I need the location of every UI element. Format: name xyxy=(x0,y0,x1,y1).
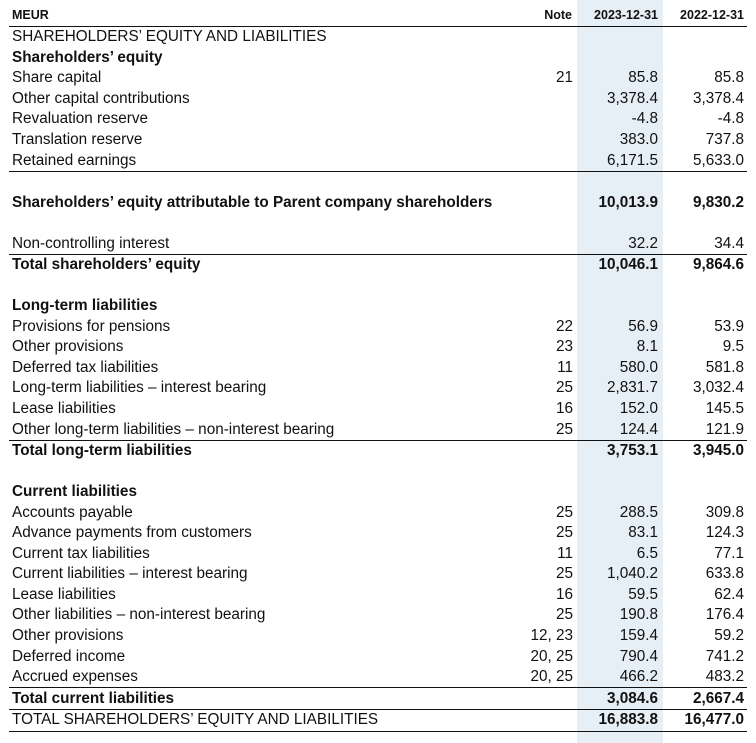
row-value-2022 xyxy=(661,275,747,296)
row-note xyxy=(509,482,575,503)
row-value-2022: 9,864.6 xyxy=(661,254,747,275)
row-label: Translation reserve xyxy=(12,131,143,148)
row-value-2022: 62.4 xyxy=(714,585,744,603)
row-value-2022: 5,633.0 xyxy=(692,151,744,169)
table-row xyxy=(9,646,747,667)
table-row xyxy=(9,523,747,544)
table-header-row xyxy=(9,4,747,27)
row-value-2022: 59.2 xyxy=(714,627,744,645)
row-note xyxy=(509,150,575,171)
row-note: 22 xyxy=(555,317,573,335)
row-value-2022: 741.2 xyxy=(705,647,744,665)
table-row xyxy=(9,337,747,358)
row-value-2023: 10,046.1 xyxy=(575,254,661,275)
section-title-row xyxy=(9,27,747,48)
row-value-2023: 32.2 xyxy=(628,234,658,252)
row-value-2023: 6.5 xyxy=(636,544,658,562)
row-label: Other provisions xyxy=(12,627,124,645)
row-label: Retained earnings xyxy=(12,151,137,169)
table-row xyxy=(9,68,747,89)
table-row xyxy=(9,317,747,338)
row-label: Current liabilities xyxy=(12,483,137,501)
row-note xyxy=(509,233,575,254)
row-note: 25 xyxy=(555,565,573,583)
row-note: 11 xyxy=(557,358,573,376)
table-row xyxy=(9,626,747,647)
row-value-2023: 190.8 xyxy=(619,606,658,624)
row-label: Non-controlling interest xyxy=(12,234,170,252)
row-label: Other provisions xyxy=(12,338,124,356)
row-value-2023: 3,753.1 xyxy=(575,440,661,461)
table-row xyxy=(9,109,747,130)
row-label: Deferred tax liabilities xyxy=(12,358,159,376)
row-label: Shareholders’ equity attributable to Parent company shareholders xyxy=(9,171,509,213)
row-note xyxy=(509,275,575,296)
row-note xyxy=(509,461,575,482)
balance-sheet-table xyxy=(9,4,747,732)
row-label: Total shareholders’ equity xyxy=(9,254,509,275)
total-row xyxy=(9,688,747,710)
subsection-title-row xyxy=(9,482,747,503)
row-value-2023: 2,831.7 xyxy=(606,379,658,397)
row-value-2023 xyxy=(575,461,661,482)
table-row xyxy=(9,378,747,399)
row-note: 23 xyxy=(555,338,573,356)
row-label: Lease liabilities xyxy=(12,400,116,418)
spacer-row xyxy=(9,275,747,296)
row-note xyxy=(509,89,575,110)
row-value-2022: 124.3 xyxy=(705,524,744,542)
row-value-2022 xyxy=(661,482,747,503)
row-value-2022: 9.5 xyxy=(722,338,744,356)
table-row xyxy=(9,399,747,420)
row-note xyxy=(509,254,575,275)
row-note xyxy=(509,27,575,48)
row-note: 12, 23 xyxy=(530,627,573,645)
row-label: Accounts payable xyxy=(12,503,133,521)
row-note xyxy=(509,130,575,151)
row-value-2023 xyxy=(575,482,661,503)
row-note xyxy=(509,440,575,461)
row-value-2022: 3,378.4 xyxy=(692,89,744,107)
row-label: Lease liabilities xyxy=(12,585,116,603)
table-row xyxy=(9,544,747,565)
spacer-row xyxy=(9,213,747,234)
row-note: 21 xyxy=(555,69,573,87)
row-note: 25 xyxy=(555,606,573,624)
subsection-title-row xyxy=(9,48,747,69)
row-value-2023: 83.1 xyxy=(628,524,658,542)
row-note: 20, 25 xyxy=(530,668,573,686)
row-value-2022: 737.8 xyxy=(705,131,744,148)
row-value-2022: 121.9 xyxy=(705,420,744,438)
unit-header: MEUR xyxy=(9,4,509,27)
row-note: 25 xyxy=(555,524,573,542)
row-label: Deferred income xyxy=(12,647,126,665)
table-row xyxy=(9,358,747,379)
row-value-2022 xyxy=(661,213,747,234)
row-value-2022: -4.8 xyxy=(717,110,744,128)
row-value-2023: -4.8 xyxy=(631,110,658,128)
row-value-2022 xyxy=(661,27,747,48)
row-value-2023 xyxy=(575,213,661,234)
row-note xyxy=(509,296,575,317)
row-label: Shareholders’ equity xyxy=(12,48,163,66)
spacer-row xyxy=(9,461,747,482)
row-note xyxy=(509,688,575,710)
year-2023-header: 2023-12-31 xyxy=(575,4,661,27)
row-value-2023 xyxy=(575,296,661,317)
row-label: SHAREHOLDERS’ EQUITY AND LIABILITIES xyxy=(12,28,327,46)
row-value-2023: 152.0 xyxy=(619,400,658,418)
row-value-2023: 85.8 xyxy=(628,69,658,87)
row-value-2023: 56.9 xyxy=(628,317,658,335)
row-value-2022: 2,667.4 xyxy=(661,688,747,710)
row-label: Long-term liabilities xyxy=(12,297,158,315)
table-row xyxy=(9,130,747,151)
row-value-2022: 176.4 xyxy=(705,606,744,624)
row-value-2022: 581.8 xyxy=(705,358,744,376)
row-value-2023: 288.5 xyxy=(619,503,658,521)
row-value-2022: 309.8 xyxy=(705,503,744,521)
row-note xyxy=(509,109,575,130)
row-value-2023 xyxy=(575,275,661,296)
row-value-2022 xyxy=(661,296,747,317)
table-row xyxy=(9,585,747,606)
row-note xyxy=(509,171,575,213)
row-note: 25 xyxy=(555,379,573,397)
row-value-2023 xyxy=(575,48,661,69)
table-row xyxy=(9,419,747,440)
table-row xyxy=(9,564,747,585)
row-note xyxy=(509,213,575,234)
row-label: Total long-term liabilities xyxy=(9,440,509,461)
row-value-2022: 9,830.2 xyxy=(661,171,747,213)
row-value-2023 xyxy=(575,27,661,48)
row-value-2023: 124.4 xyxy=(619,420,658,438)
row-label: Other liabilities – non-interest bearing xyxy=(12,606,266,624)
row-note: 11 xyxy=(557,544,573,562)
row-label: Provisions for pensions xyxy=(12,317,171,335)
table-row xyxy=(9,150,747,171)
row-value-2023: 3,084.6 xyxy=(575,688,661,710)
table-row xyxy=(9,233,747,254)
row-value-2023: 6,171.5 xyxy=(606,151,658,169)
subsection-title-row xyxy=(9,296,747,317)
row-value-2022 xyxy=(661,461,747,482)
total-row xyxy=(9,440,747,461)
row-value-2022: 483.2 xyxy=(705,668,744,686)
row-label: Share capital xyxy=(12,69,102,87)
row-value-2022: 16,477.0 xyxy=(661,709,747,731)
table-row xyxy=(9,605,747,626)
table-row xyxy=(9,89,747,110)
row-value-2022: 77.1 xyxy=(714,544,744,562)
row-value-2022: 34.4 xyxy=(714,234,744,252)
row-value-2022: 633.8 xyxy=(705,565,744,583)
row-value-2023: 16,883.8 xyxy=(575,709,661,731)
row-label: Accrued expenses xyxy=(12,668,138,686)
row-label: Long-term liabilities – interest bearing xyxy=(12,379,267,397)
row-label: TOTAL SHAREHOLDERS’ EQUITY AND LIABILITIES xyxy=(9,709,509,731)
row-note: 20, 25 xyxy=(530,647,573,665)
row-value-2022 xyxy=(661,48,747,69)
row-note: 25 xyxy=(555,503,573,521)
row-label xyxy=(9,213,509,234)
row-note xyxy=(509,709,575,731)
year-2022-header: 2022-12-31 xyxy=(661,4,747,27)
row-label: Total current liabilities xyxy=(9,688,509,710)
row-label xyxy=(9,275,509,296)
row-value-2023: 580.0 xyxy=(619,358,658,376)
row-label: Current tax liabilities xyxy=(12,544,150,562)
row-label: Revaluation reserve xyxy=(12,110,149,128)
subtotal-row xyxy=(9,171,747,213)
row-label: Other long-term liabilities – non-interest bearing xyxy=(12,420,335,438)
row-label xyxy=(9,461,509,482)
row-value-2022: 53.9 xyxy=(714,317,744,335)
row-note: 16 xyxy=(555,400,573,418)
row-value-2022: 85.8 xyxy=(714,69,744,87)
row-note: 16 xyxy=(555,585,573,603)
row-note: 25 xyxy=(555,420,573,438)
row-value-2023: 59.5 xyxy=(628,585,658,603)
row-value-2023: 1,040.2 xyxy=(606,565,658,583)
table-row xyxy=(9,667,747,688)
row-value-2023: 790.4 xyxy=(619,647,658,665)
row-value-2023: 8.1 xyxy=(636,338,658,356)
grand-total-row xyxy=(9,709,747,731)
row-label: Advance payments from customers xyxy=(12,524,252,542)
row-value-2023: 10,013.9 xyxy=(575,171,661,213)
row-value-2023: 466.2 xyxy=(619,668,658,686)
total-row xyxy=(9,254,747,275)
row-value-2023: 159.4 xyxy=(619,627,658,645)
row-value-2022: 3,945.0 xyxy=(661,440,747,461)
row-note xyxy=(509,48,575,69)
row-label: Other capital contributions xyxy=(12,89,190,107)
row-value-2022: 145.5 xyxy=(705,400,744,418)
table-row xyxy=(9,502,747,523)
row-value-2023: 383.0 xyxy=(619,131,658,148)
row-value-2023: 3,378.4 xyxy=(606,89,658,107)
row-label: Current liabilities – interest bearing xyxy=(12,565,248,583)
row-value-2022: 3,032.4 xyxy=(692,379,744,397)
note-header: Note xyxy=(509,4,575,27)
